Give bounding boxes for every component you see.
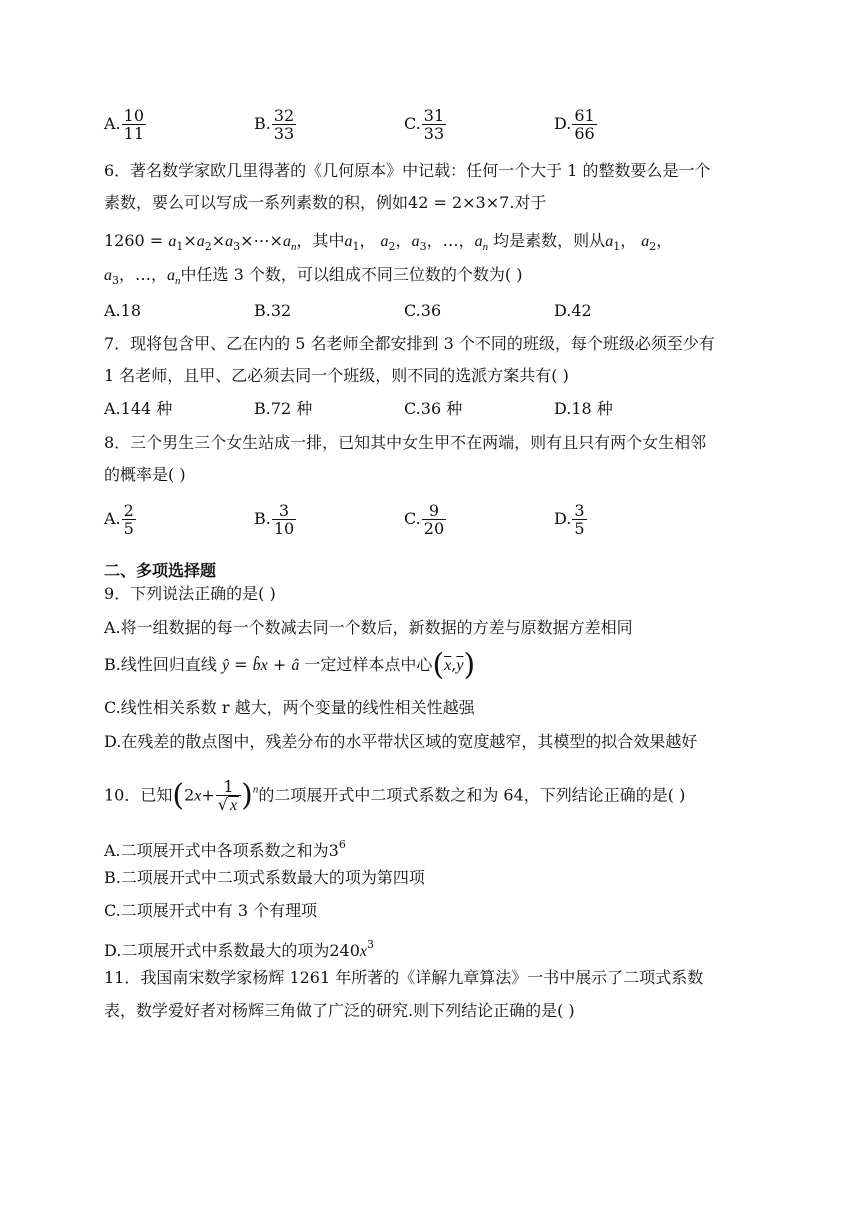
q10-option-c: C.二项展开式中有 3 个有理项: [104, 901, 318, 920]
q5-option-d: D. $\frac{61}{66}$: [554, 106, 595, 143]
q7-option-d: D.18 种: [554, 399, 613, 418]
q6-option-b: B.32: [254, 301, 292, 320]
q7-option-c: C.36 种: [404, 399, 463, 418]
q10-option-d: D.二项展开式中系数最大的项为$240x^3$: [104, 938, 375, 960]
q7-option-b: B.72 种: [254, 399, 313, 418]
q8-option-a: A. $\frac{2}{5}$: [104, 501, 134, 538]
q9-stem: 9．下列说法正确的是( ): [104, 584, 276, 603]
q6-line-1: 6．著名数学家欧几里得著的《几何原本》中记载：任何一个大于 1 的整数要么是一个: [104, 161, 711, 180]
q9-option-a: A.将一组数据的每一个数减去同一个数后，新数据的方差与原数据方差相同: [104, 618, 633, 637]
q7-line-2: 1 名老师，且甲、乙必须去同一个班级，则不同的选派方案共有( ): [104, 366, 569, 385]
q6-example-equation: 42 = 2×3×7: [408, 193, 510, 212]
q10-option-b: B.二项展开式中二项式系数最大的项为第四项: [104, 868, 425, 887]
q5-option-b: B. $\frac{32}{33}$: [254, 106, 295, 143]
q10-option-a: A.二项展开式中各项系数之和为$3^6$: [104, 838, 346, 860]
q8-line-1: 8．三个男生三个女生站成一排，已知其中女生甲不在两端，则有且只有两个女生相邻: [104, 433, 707, 452]
q11-line-2: 表，数学爱好者对杨辉三角做了广泛的研究.则下列结论正确的是( ): [104, 1001, 575, 1020]
q6-option-c: C.36: [404, 301, 442, 320]
q8-option-c: C. $\frac{9}{20}$: [404, 501, 445, 538]
q6-option-a: A.18: [104, 301, 141, 320]
q9-option-c: C.线性相关系数 r 越大，两个变量的线性相关性越强: [104, 698, 475, 717]
q8-option-d: D. $\frac{3}{5}$: [554, 501, 585, 538]
q6-line-3: $1260 = a_1\times a_2\times a_3\times\cdots\times a_n$，其中$a_1$， $a_2$，$a_3$，…，$a_n$ 均是素数，则从$a_1$， $a_2$，: [104, 231, 673, 253]
section-heading: 二、多项选择题: [104, 561, 217, 580]
q5-option-a: A. $\frac{10}{11}$: [104, 106, 144, 143]
q7-line-1: 7．现将包含甲、乙在内的 5 名老师全都安排到 3 个不同的班级，每个班级必须至少有: [104, 334, 715, 353]
q6-line-2: 素数，要么可以写成一系列素数的积，例如42 = 2×3×7.对于: [104, 193, 547, 212]
q8-line-2: 的概率是( ): [104, 465, 186, 484]
q6-line-4: $a_3$，…，$a_n$中任选 3 个数，可以组成不同三位数的个数为( ): [104, 265, 523, 287]
q7-option-a: A.144 种: [104, 399, 173, 418]
q10-stem: 10．已知(2x+ $\frac{1}{√ x}$ )$^n$的二项展开式中二项式系数之和为 64，下列结论正确的是( ): [104, 777, 686, 814]
q8-option-b: B. $\frac{3}{10}$: [254, 501, 295, 538]
q5-option-c: C. $\frac{31}{33}$: [404, 106, 445, 143]
q9-option-d: D.在残差的散点图中，残差分布的水平带状区域的宽度越窄，其模型的拟合效果越好: [104, 732, 698, 751]
q9-option-b: B.线性回归直线 ŷ = b̂x + â 一定过样本点中心$(\overline{x},\overline{y})$: [104, 647, 476, 683]
q6-option-d: D.42: [554, 301, 592, 320]
q11-line-1: 11．我国南宋数学家杨辉 1261 年所著的《详解九章算法》一书中展示了二项式系数: [104, 968, 704, 987]
